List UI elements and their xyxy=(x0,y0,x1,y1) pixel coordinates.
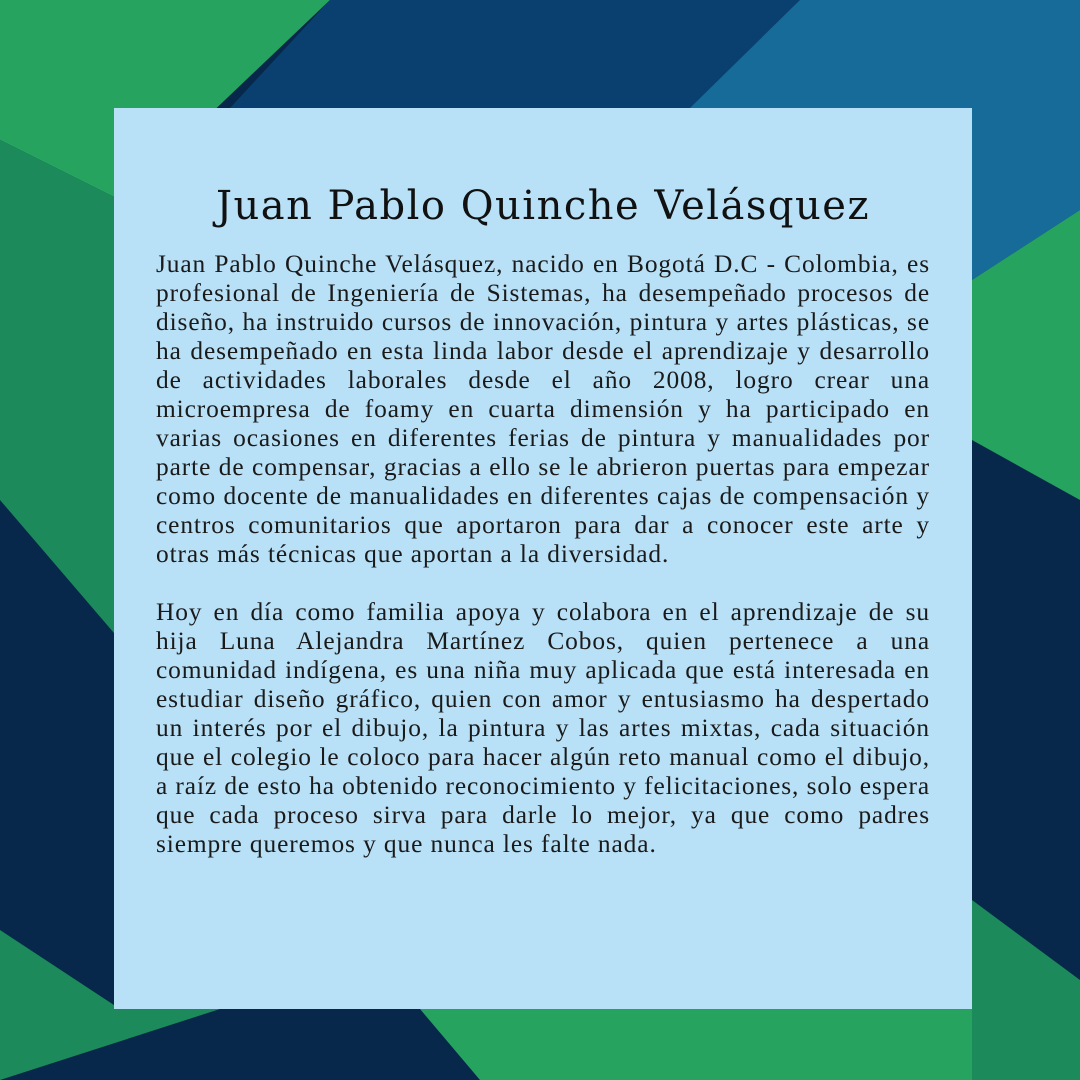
bio-paragraph-1: Juan Pablo Quinche Velásquez, nacido en Bogotá D.C - Colombia, es profesional de Ingeniería de Sistemas, ha desempeñado procesos de diseño, ha instruido cursos de innovación, pintura y artes plásticas, se ha desempeñado en esta linda labor desde el aprendizaje y desarrollo de actividades laborales desde el año 2008, logro crear una microempresa de foamy en cuarta dimensión y ha participado en varias ocasiones en diferentes ferias de pintura y manualidades por parte de compensar, gracias a ello se le abrieron puertas para empezar como docente de manualidades en diferentes cajas de compensación y centros comunitarios que aportaron para dar a conocer este arte y otras más técnicas que aportan a la diversidad. xyxy=(156,250,930,568)
page-title: Juan Pablo Quinche Velásquez xyxy=(215,183,871,229)
bio-paragraph-2: Hoy en día como familia apoya y colabora en el aprendizaje de su hija Luna Alejandra Martínez Cobos, quien pertenece a una comunidad indígena, es una niña muy aplicada que está interesada en estudiar diseño gráfico, quien con amor y entusiasmo ha despertado un interés por el dibujo, la pintura y las artes mixtas, cada situación que el colegio le coloco para hacer algún reto manual como el dibujo, a raíz de esto ha obtenido reconocimiento y felicitaciones, solo espera que cada proceso sirva para darle lo mejor, ya que como padres siempre queremos y que nunca les falte nada. xyxy=(156,598,930,858)
bio-card xyxy=(114,108,972,1009)
bg-band-bottom-green xyxy=(420,1009,972,1080)
